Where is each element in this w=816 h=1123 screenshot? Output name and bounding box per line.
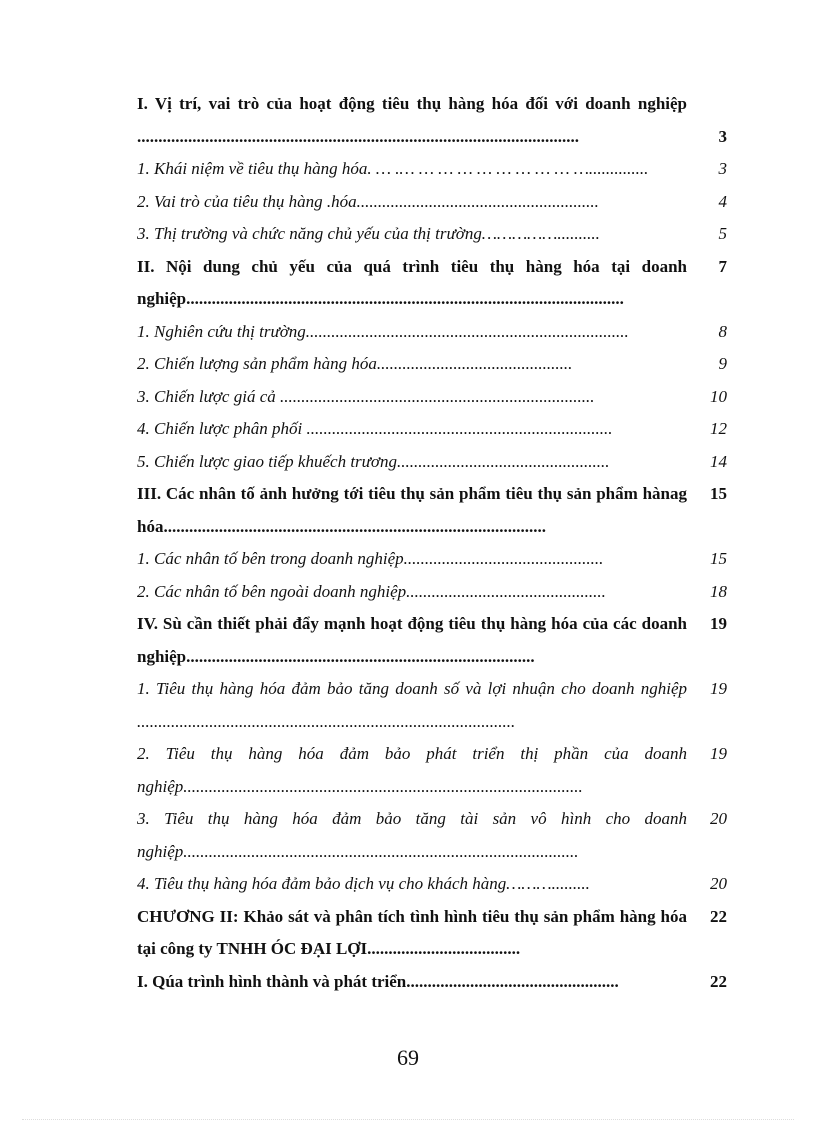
toc-entry xyxy=(137,153,727,186)
toc-entry-title: 4. Tiêu thụ hàng hóa đảm bảo dịch vụ cho khách hàng………......... xyxy=(137,874,590,893)
toc-entry-page: 22 xyxy=(710,971,727,991)
toc-entry-page: 3 xyxy=(718,126,727,146)
toc-entry-page: 15 xyxy=(710,484,727,503)
toc-entry xyxy=(137,673,727,738)
toc-entry xyxy=(137,803,727,868)
toc-entry-page: 19 xyxy=(710,614,727,633)
toc-entry-title: 1. Nghiên cứu thị trường............................................................................ xyxy=(137,321,629,341)
toc-entry-title: 1. Tiêu thụ hàng hóa đảm bảo tăng doanh số và lợi nhuận cho doanh nghiệp ......................................................................................... xyxy=(137,679,687,731)
toc-entry-page: 8 xyxy=(718,321,727,341)
toc-entry-page: 19 xyxy=(710,744,727,763)
toc-entry-title: 3. Thị trường và chức năng chủ yếu của thị trường…………….......... xyxy=(137,224,600,243)
toc-entry-title: I. Vị trí, vai trò của hoạt động tiêu thụ hàng hóa đối với doanh nghiệp ........................................................................................................ xyxy=(137,94,687,146)
toc-entry xyxy=(137,608,727,673)
toc-entry-page: 14 xyxy=(710,451,727,471)
toc-entry-page: 20 xyxy=(710,874,727,893)
toc-entry xyxy=(137,348,727,381)
toc-entry-page: 20 xyxy=(710,809,727,828)
toc-entry xyxy=(137,901,727,966)
toc-entry-page: 7 xyxy=(718,256,727,276)
toc-entry xyxy=(137,543,727,576)
toc-entry-title: 5. Chiến lược giao tiếp khuếch trương.................................................. xyxy=(137,451,610,471)
toc-entry-title: 3. Chiến lược giá cả .......................................................................... xyxy=(137,386,595,406)
toc-entry xyxy=(137,576,727,609)
toc-entry-title: 4. Chiến lược phân phối ........................................................................ xyxy=(137,419,613,438)
toc-entry-title: 3. Tiêu thụ hàng hóa đảm bảo tăng tài sản vô hình cho doanh nghiệp............................................................................................. xyxy=(137,809,687,861)
toc-entry-page: 12 xyxy=(710,419,727,438)
toc-entry xyxy=(137,478,727,543)
toc-entry-page: 22 xyxy=(710,906,727,926)
toc-entry-page: 5 xyxy=(718,224,727,243)
toc-entry xyxy=(137,251,727,316)
toc-entry xyxy=(137,738,727,803)
toc-entry-title: 1. Khái niệm về tiêu thụ hàng hóa. … .… … … … … … … … … ….............. xyxy=(137,159,649,178)
toc-entry xyxy=(137,413,727,446)
toc-entry-title: 2. Tiêu thụ hàng hóa đảm bảo phát triển thị phần của doanh nghiệp.............................................................................................. xyxy=(137,744,687,796)
toc-entry xyxy=(137,868,727,901)
toc-entry-title: II. Nội dung chủ yếu của quá trình tiêu thụ hàng hóa tại doanh nghiệp....................................................................................................... xyxy=(137,256,687,308)
toc-entry-page: 15 xyxy=(710,549,727,568)
toc-entry-title: III. Các nhân tố ảnh hưởng tới tiêu thụ sản phẩm tiêu thụ sản phẩm hànag hóa.......................................................................................... xyxy=(137,484,687,536)
toc-entry xyxy=(137,381,727,414)
toc-entry xyxy=(137,966,727,999)
toc-entry-title: 2. Các nhân tố bên ngoài doanh nghiệp............................................... xyxy=(137,581,606,601)
toc-entry-title: CHƯƠNG II: Khảo sát và phân tích tình hình tiêu thụ sản phẩm hàng hóa tại công ty TNHH ÓC ĐẠI LỢI.................................... xyxy=(137,906,687,958)
page-number: 69 xyxy=(397,1045,419,1070)
toc-entry xyxy=(137,316,727,349)
toc-entry-page: 10 xyxy=(710,386,727,406)
toc-entry-page: 9 xyxy=(718,354,727,373)
toc-entry-page: 4 xyxy=(718,191,727,211)
table-of-contents xyxy=(137,88,727,998)
toc-entry xyxy=(137,218,727,251)
toc-entry-title: IV. Sù cần thiết phải đẩy mạnh hoạt động tiêu thụ hàng hóa của các doanh nghiệp.................................................................................. xyxy=(137,614,687,666)
toc-entry-title: 1. Các nhân tố bên trong doanh nghiệp............................................... xyxy=(137,549,604,568)
toc-entry-title: 2. Vai trò của tiêu thụ hàng .hóa......................................................... xyxy=(137,191,599,211)
page-bottom-rule xyxy=(22,1119,794,1120)
toc-entry xyxy=(137,186,727,219)
toc-entry-page: 3 xyxy=(718,159,727,178)
toc-entry-page: 19 xyxy=(710,679,727,698)
toc-entry xyxy=(137,446,727,479)
toc-entry-title: I. Qúa trình hình thành và phát triển.................................................. xyxy=(137,971,619,991)
toc-entry-title: 2. Chiến lượng sản phẩm hàng hóa.............................................. xyxy=(137,354,573,373)
toc-entry xyxy=(137,88,727,153)
toc-entry-page: 18 xyxy=(710,581,727,601)
